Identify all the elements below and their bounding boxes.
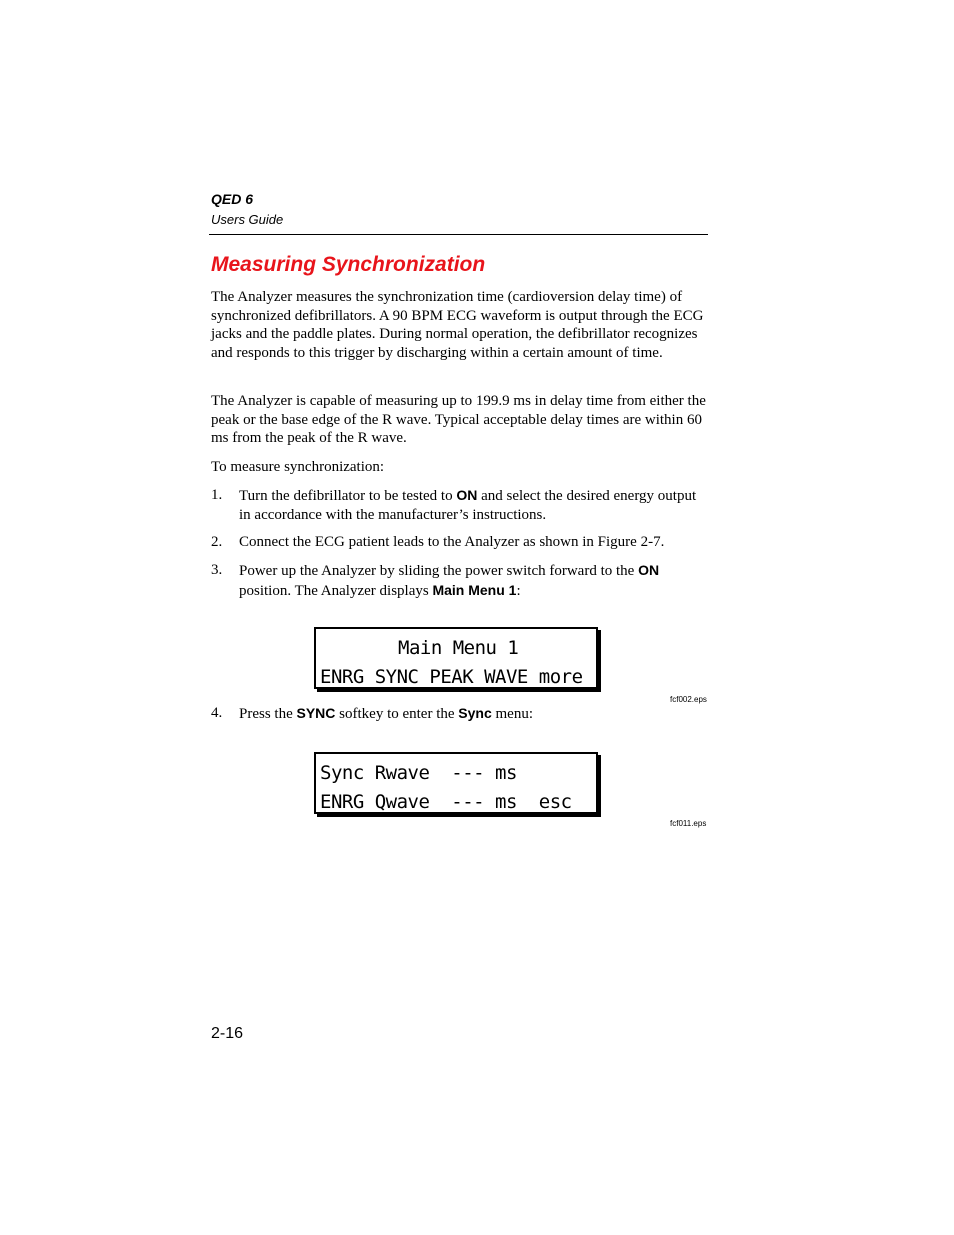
figure-file-label: fcf011.eps bbox=[670, 819, 707, 828]
step-text: Press the SYNC softkey to enter the Sync menu: bbox=[239, 705, 534, 722]
step-text: Power up the Analyzer by sliding the power switch forward to the ON position. The Analyzer displays Main Menu 1: bbox=[239, 562, 660, 599]
lcd-sync-menu-display bbox=[314, 752, 598, 814]
step-text: Connect the ECG patient leads to the Analyzer as shown in Figure 2-7. bbox=[239, 534, 665, 550]
paragraph-capability: The Analyzer is capable of measuring up to 199.9 ms in delay time from either the peak or the base edge of the R wave. Typical acceptable delay times are within 60 ms from the peak of the R wave. bbox=[211, 393, 706, 447]
header-doc-title: Users Guide bbox=[211, 212, 284, 227]
step-text: Turn the defibrillator to be tested to ON and select the desired energy output in accordance with the manufacturer’s instructions. bbox=[239, 487, 697, 523]
step-number: 2. bbox=[211, 534, 223, 550]
figure-file-label: fcf002.eps bbox=[670, 695, 707, 704]
header-product: QED 6 bbox=[211, 191, 254, 207]
lcd-line-2: ENRG Qwave --- ms esc bbox=[320, 791, 572, 813]
lcd-line-1: Sync Rwave --- ms bbox=[320, 762, 517, 784]
step-number: 4. bbox=[211, 705, 223, 721]
step-number: 3. bbox=[211, 562, 223, 578]
header-rule bbox=[209, 234, 708, 235]
paragraph-intro: The Analyzer measures the synchronization time (cardioversion delay time) of synchronized defibrillators. A 90 BPM ECG waveform is output through the ECG jacks and the paddle plates. During normal operation, the defibrillator recognizes and responds to this trigger by discharging within a certain amount of time. bbox=[211, 289, 704, 361]
page-number: 2-16 bbox=[211, 1025, 244, 1042]
lcd-line-1: Main Menu 1 bbox=[398, 637, 519, 659]
lcd-line-2: ENRG SYNC PEAK WAVE more bbox=[320, 666, 583, 688]
step-number: 1. bbox=[211, 487, 223, 503]
lcd-main-menu-display bbox=[314, 627, 598, 689]
section-title: Measuring Synchronization bbox=[211, 253, 486, 276]
paragraph-to-measure: To measure synchronization: bbox=[211, 459, 385, 475]
